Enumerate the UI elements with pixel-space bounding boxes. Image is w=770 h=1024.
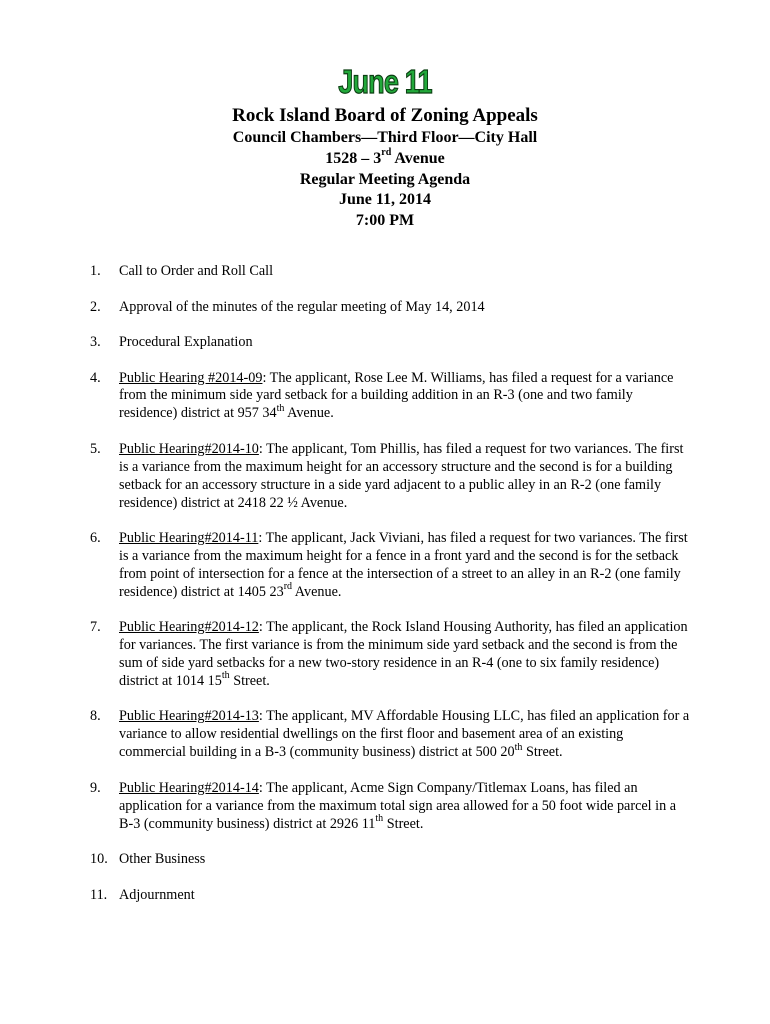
agenda-item-adjournment: 11. Adjournment: [90, 886, 195, 903]
agenda-item-other-business: 10. Other Business: [90, 851, 206, 868]
agenda-item-hearing-2014-10: 5. Public Hearing#2014-10: The applicant, Tom Phillis, has filed a request for two variances. The first is a variance from the maximum height for an accessory structure and the second is for a building setback for an accessory structure in a side yard adjacent to a public alley in an R-2 (one family residence) district at 2418 22 ½ Avenue.: [90, 440, 684, 511]
hearing-number: Public Hearing#2014-10: [119, 440, 259, 457]
hearing-number: Public Hearing #2014-09: [119, 369, 263, 386]
meeting-location: Council Chambers—Third Floor—City Hall: [232, 129, 538, 146]
agenda-item-hearing-2014-11: 6. Public Hearing#2014-11: The applicant, Jack Viviani, has filed a request for two variances. The first is a variance from the maximum height for a fence in a front yard and the second is for the setback from point of intersection for a fence at the intersection of a street to an alley in an R-2 (one family residence) district at 1405 23rd Avenue.: [90, 530, 688, 600]
agenda-header: [0, 104, 770, 232]
agenda-item-hearing-2014-12: 7. Public Hearing#2014-12: The applicant, the Rock Island Housing Authority, has filed an application for variances. The first variance is from the minimum side yard setback and the second is from the sum of side yard setbacks for a new two-story residence in an R-4 (one to six family residence) district at 1014 15th Street.: [90, 619, 688, 689]
agenda-item-call-to-order: 1. Call to Order and Roll Call: [90, 263, 274, 279]
agenda-item-minutes-approval: 2. Approval of the minutes of the regular meeting of May 14, 2014: [90, 298, 485, 315]
agenda-item-hearing-2014-14: 9. Public Hearing#2014-14: The applicant, Acme Sign Company/Titlemax Loans, has filed an application for a variance from the maximum total sign area allowed for a 50 foot wide parcel in a B-3 (community business) district at 2926 11th Street.: [90, 779, 677, 832]
agenda-list: [90, 263, 690, 922]
meeting-address: 1528 – 3rd Avenue: [325, 147, 445, 167]
meeting-type: Regular Meeting Agenda: [299, 170, 471, 188]
hearing-number: Public Hearing#2014-13: [119, 708, 259, 725]
hearing-number: Public Hearing#2014-14: [119, 779, 259, 796]
hearing-number: Public Hearing#2014-11: [119, 530, 259, 547]
organization-title: Rock Island Board of Zoning Appeals: [232, 105, 538, 126]
date-banner: June 11: [338, 63, 432, 100]
agenda-item-hearing-2014-13: 8. Public Hearing#2014-13: The applicant, MV Affordable Housing LLC, has filed an application for a variance to allow residential dwellings on the first floor and basement area of an existing commercial building in a B-3 (community business) district at 500 20th Street.: [90, 708, 690, 761]
meeting-date: June 11, 2014: [338, 191, 431, 209]
agenda-item-procedural-explanation: 3. Procedural Explanation: [90, 334, 253, 350]
meeting-time: 7:00 PM: [355, 212, 415, 230]
agenda-item-hearing-2014-09: 4. Public Hearing #2014-09: The applicant, Rose Lee M. Williams, has filed a request for a variance from the minimum side yard setback for a building addition in an R-3 (one and two family residence) district at 957 34th Avenue.: [90, 369, 674, 422]
hearing-number: Public Hearing#2014-12: [119, 619, 259, 636]
